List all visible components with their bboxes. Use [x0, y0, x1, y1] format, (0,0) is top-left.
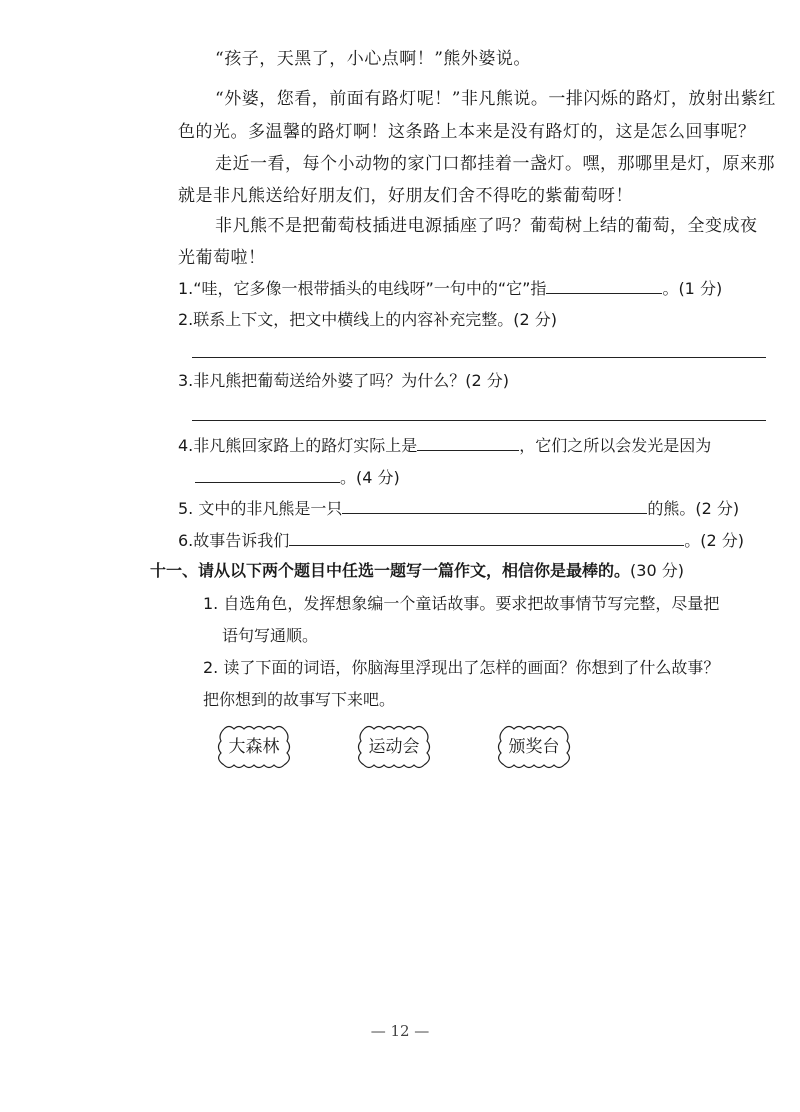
question-3-answer-line[interactable] — [192, 420, 766, 421]
keyword-text: 颁奖台 — [508, 737, 560, 757]
question-4-line-2 — [195, 464, 400, 490]
question-6-answer-blank[interactable] — [289, 527, 684, 546]
question-5-text: 5. 文中的非凡熊是一只 — [178, 499, 343, 518]
question-6-points: 。(2 分) — [684, 531, 745, 550]
question-4-text: 4.非凡熊回家路上的路灯实际上是 — [178, 436, 418, 455]
passage-line-1: “孩子，天黑了，小心点啊！”熊外婆说。 — [215, 49, 531, 69]
passage-line-7: 光葡萄啦！ — [178, 248, 266, 268]
question-4-answer-blank-2[interactable] — [195, 464, 340, 483]
passage-line-2: “外婆，您看，前面有路灯呢！”非凡熊说。一排闪烁的路灯，放射出紫红 — [215, 89, 776, 109]
section-11-item-2-line-2: 把你想到的故事写下来吧。 — [203, 690, 396, 709]
question-2: 2.联系上下文，把文中横线上的内容补充完整。(2 分) — [178, 310, 558, 329]
question-4-points: 。(4 分) — [340, 468, 400, 487]
keyword-box-sports-meet — [354, 721, 434, 773]
question-1-answer-blank[interactable] — [546, 275, 662, 294]
question-1 — [178, 275, 722, 301]
question-6-text: 6.故事告诉我们 — [178, 531, 290, 550]
question-5 — [178, 495, 739, 521]
passage-line-4: 走近一看，每个小动物的家门口都挂着一盏灯。嘿，那哪里是灯，原来那 — [215, 154, 775, 174]
section-11-title: 十一、请从以下两个题目中任选一题写一篇作文，相信你是最棒的。 — [150, 561, 631, 580]
keyword-text: 运动会 — [368, 737, 420, 757]
question-2-answer-line[interactable] — [192, 357, 766, 358]
question-5-answer-blank[interactable] — [342, 495, 647, 514]
page-number: — 12 — — [370, 1022, 430, 1040]
question-1-text: 1.“哇，它多像一根带插头的电线呀”一句中的“它”指 — [178, 279, 547, 298]
question-4-answer-blank-1[interactable] — [417, 432, 519, 451]
question-5-points: 的熊。(2 分) — [647, 499, 740, 518]
keyword-box-podium — [494, 721, 574, 773]
passage-line-5: 就是非凡熊送给好朋友们，好朋友们舍不得吃的紫葡萄呀！ — [178, 186, 633, 206]
section-11-heading — [150, 559, 684, 583]
question-4 — [178, 432, 711, 458]
question-3: 3.非凡熊把葡萄送给外婆了吗？为什么？(2 分) — [178, 371, 510, 390]
section-11-points: (30 分) — [630, 561, 684, 580]
section-11-item-1-line-2: 语句写通顺。 — [222, 626, 319, 645]
section-11-item-2-line-1: 2. 读了下面的词语，你脑海里浮现出了怎样的画面？你想到了什么故事？ — [203, 658, 720, 677]
section-11-item-1-line-1: 1. 自选角色，发挥想象编一个童话故事。要求把故事情节写完整，尽量把 — [203, 594, 720, 613]
passage-line-3: 色的光。多温馨的路灯啊！这条路上本来是没有路灯的，这是怎么回事呢？ — [178, 122, 756, 142]
keyword-text: 大森林 — [228, 737, 280, 757]
question-6 — [178, 527, 744, 553]
passage-line-6: 非凡熊不是把葡萄枝插进电源插座了吗？葡萄树上结的葡萄，全变成夜 — [215, 216, 758, 236]
keyword-box-forest — [214, 721, 294, 773]
question-1-points: 。(1 分) — [662, 279, 723, 298]
question-4-mid-text: ，它们之所以会发光是因为 — [519, 436, 712, 455]
